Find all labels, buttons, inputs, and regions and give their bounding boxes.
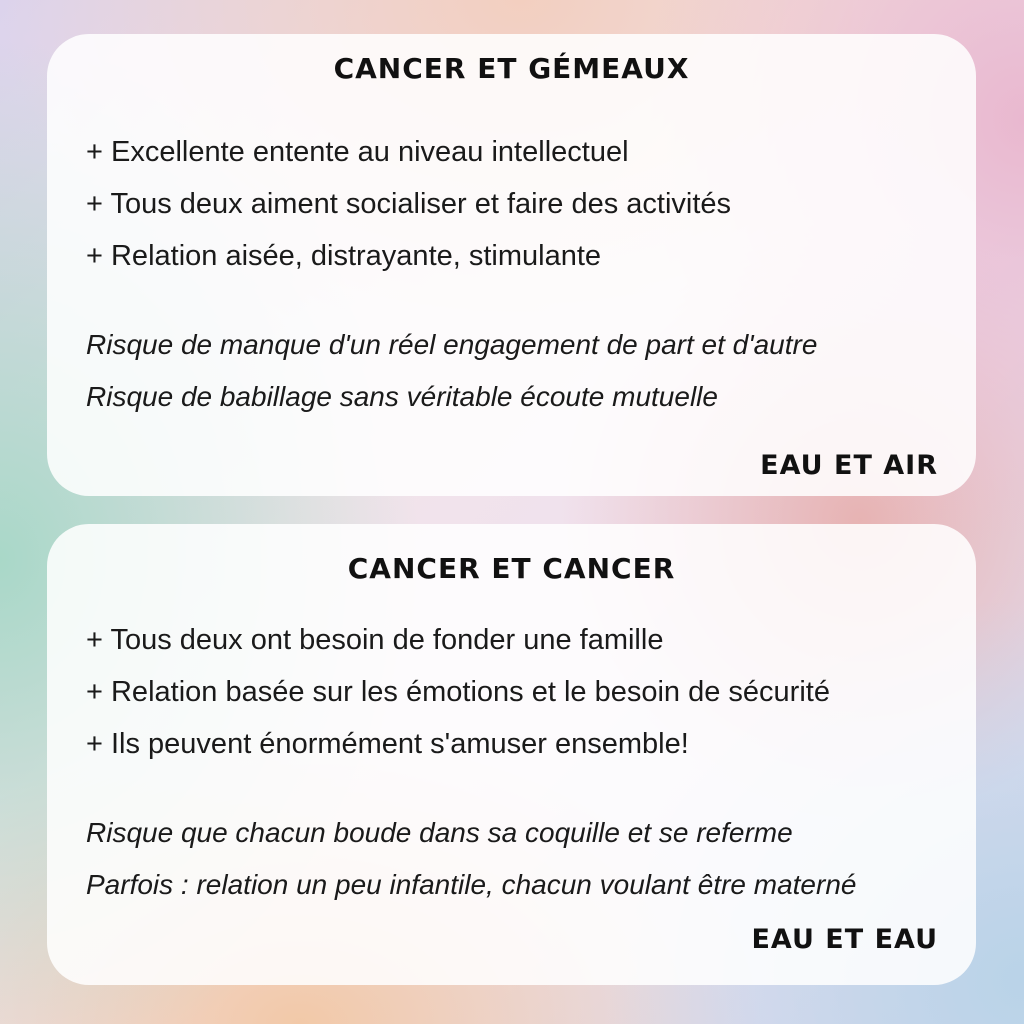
pro-item: + Relation basée sur les émotions et le besoin de sécurité bbox=[86, 676, 830, 708]
elements-label: EAU ET EAU bbox=[751, 924, 938, 955]
con-item: Risque que chacun boude dans sa coquille et se referme bbox=[86, 817, 793, 848]
pro-item: + Tous deux ont besoin de fonder une famille bbox=[86, 624, 664, 656]
compatibility-card-cancer-cancer bbox=[47, 524, 976, 985]
con-item: Parfois : relation un peu infantile, chacun voulant être materné bbox=[86, 869, 857, 900]
pro-item: + Excellente entente au niveau intellectuel bbox=[86, 136, 629, 168]
card-title: CANCER ET CANCER bbox=[347, 552, 676, 585]
pro-item: + Relation aisée, distrayante, stimulante bbox=[86, 240, 602, 272]
pro-item: + Ils peuvent énormément s'amuser ensemble! bbox=[86, 728, 689, 760]
pros-list bbox=[86, 614, 830, 770]
pro-item: + Tous deux aiment socialiser et faire des activités bbox=[86, 188, 732, 220]
cons-list bbox=[86, 807, 856, 911]
con-item: Risque de babillage sans véritable écoute mutuelle bbox=[86, 381, 718, 412]
con-item: Risque de manque d'un réel engagement de part et d'autre bbox=[86, 329, 818, 360]
compatibility-card-cancer-gemeaux bbox=[47, 34, 976, 496]
elements-label: EAU ET AIR bbox=[760, 450, 938, 481]
card-title: CANCER ET GÉMEAUX bbox=[333, 52, 690, 85]
pros-list bbox=[86, 126, 731, 282]
cons-list bbox=[86, 319, 817, 423]
